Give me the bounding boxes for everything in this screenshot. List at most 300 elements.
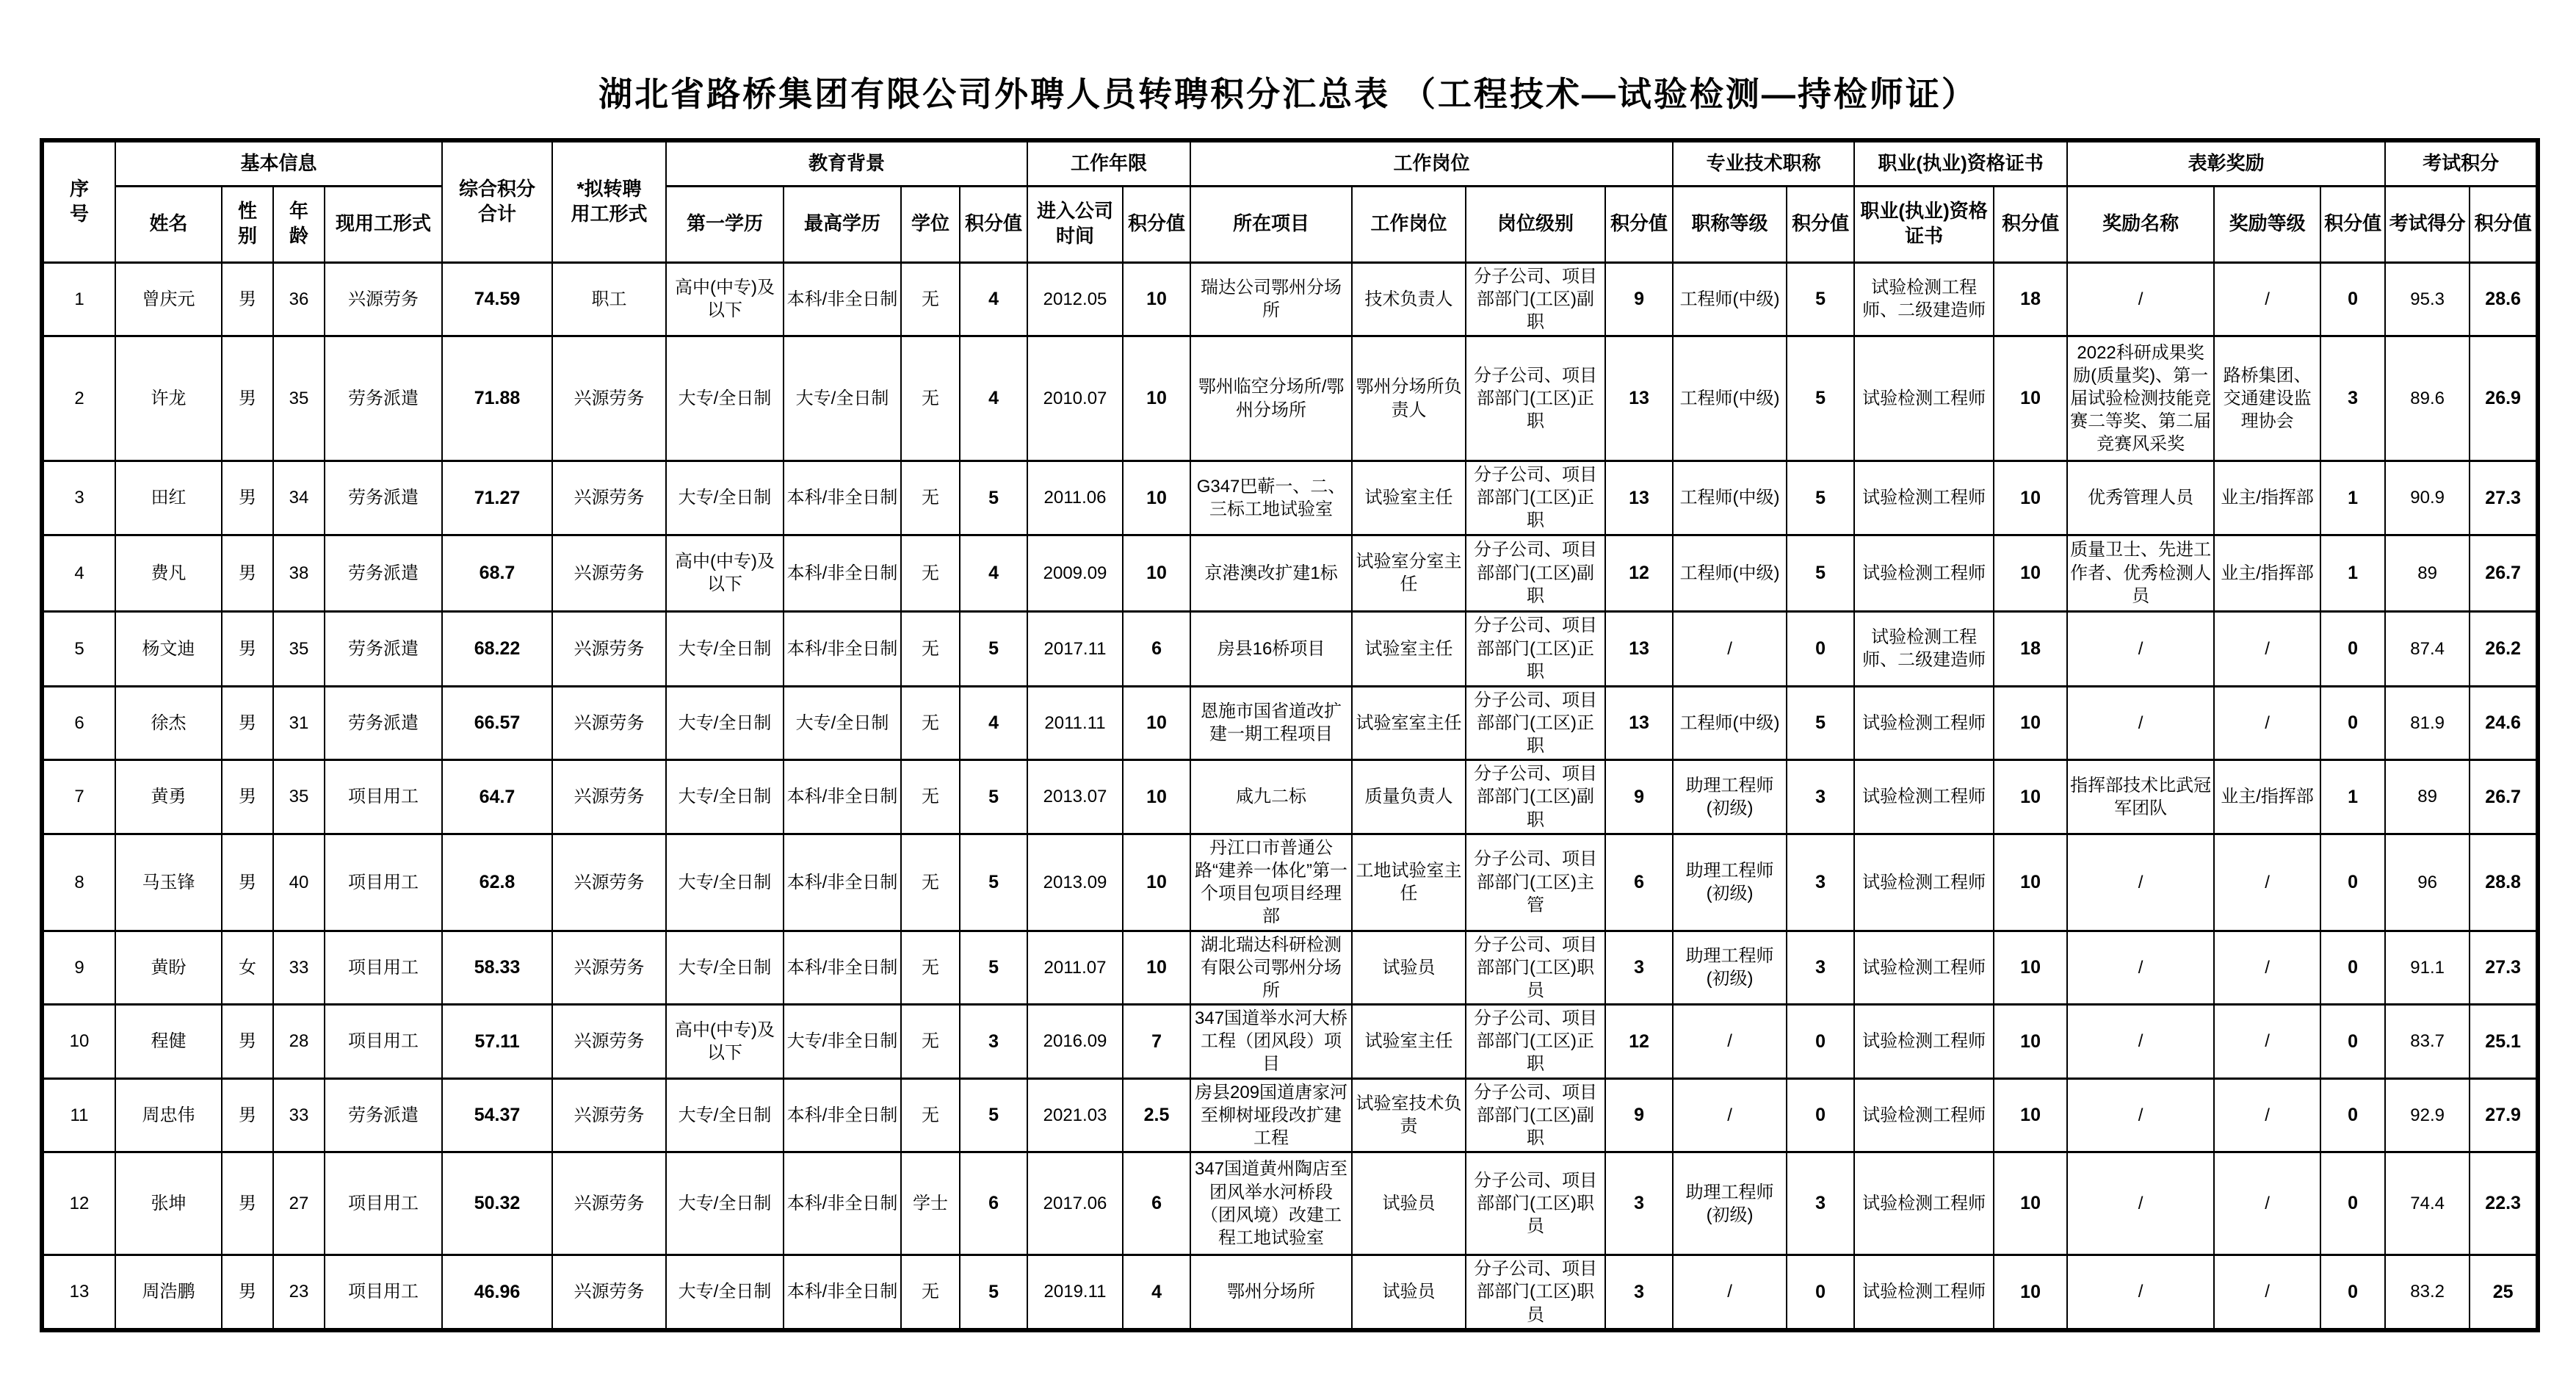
award-name-cell: / xyxy=(2067,611,2214,686)
gender-cell: 女 xyxy=(222,931,273,1005)
current-employment-cell: 项目用工 xyxy=(325,760,442,834)
gender-cell: 男 xyxy=(222,611,273,686)
award-name-cell: / xyxy=(2067,1005,2214,1079)
entry-date-cell: 2013.07 xyxy=(1027,760,1123,834)
award-score-cell: 1 xyxy=(2320,760,2385,834)
seq-cell: 10 xyxy=(42,1005,115,1079)
name-cell: 费凡 xyxy=(115,535,222,611)
title-level-cell: / xyxy=(1673,1255,1787,1330)
title-level-cell: 工程师(中级) xyxy=(1673,262,1787,336)
title-level-cell: 工程师(中级) xyxy=(1673,336,1787,461)
position-score-cell: 9 xyxy=(1605,1078,1673,1152)
highest-degree-cell: 本科/非全日制 xyxy=(784,535,901,611)
current-employment-cell: 劳务派遣 xyxy=(325,686,442,760)
current-employment-cell: 项目用工 xyxy=(325,931,442,1005)
highest-degree-cell: 本科/非全日制 xyxy=(784,611,901,686)
certificate-score-cell: 10 xyxy=(1994,1005,2067,1079)
highest-degree-cell: 本科/非全日制 xyxy=(784,1078,901,1152)
certificate-score-cell: 10 xyxy=(1994,1078,2067,1152)
degree-cell: 无 xyxy=(901,461,960,535)
first-degree-cell: 大专/全日制 xyxy=(666,461,784,535)
table-row xyxy=(42,834,2538,931)
header-education-score: 积分值 xyxy=(960,186,1027,262)
certificate-cell: 试验检测工程师 xyxy=(1854,760,1994,834)
position-level-cell: 分子公司、项目部部门(工区)副职 xyxy=(1466,535,1605,611)
degree-cell: 无 xyxy=(901,1078,960,1152)
award-name-cell: / xyxy=(2067,834,2214,931)
award-level-cell: / xyxy=(2214,1005,2320,1079)
table-header xyxy=(42,140,2538,262)
service-score-cell: 7 xyxy=(1123,1005,1190,1079)
current-employment-cell: 劳务派遣 xyxy=(325,611,442,686)
project-cell: 鄂州分场所 xyxy=(1190,1255,1352,1330)
award-name-cell: / xyxy=(2067,1152,2214,1255)
highest-degree-cell: 本科/非全日制 xyxy=(784,1152,901,1255)
score-summary-table xyxy=(40,138,2540,1332)
degree-cell: 无 xyxy=(901,1255,960,1330)
exam-points-cell: 27.9 xyxy=(2470,1078,2538,1152)
first-degree-cell: 高中(中专)及以下 xyxy=(666,1005,784,1079)
exam-points-cell: 22.3 xyxy=(2470,1152,2538,1255)
degree-cell: 无 xyxy=(901,1005,960,1079)
highest-degree-cell: 本科/非全日制 xyxy=(784,760,901,834)
age-cell: 33 xyxy=(273,931,325,1005)
project-cell: 湖北瑞达科研检测有限公司鄂州分场所 xyxy=(1190,931,1352,1005)
title-score-cell: 3 xyxy=(1787,1152,1854,1255)
age-cell: 28 xyxy=(273,1005,325,1079)
header-work-post: 工作岗位 xyxy=(1190,140,1673,186)
first-degree-cell: 高中(中专)及以下 xyxy=(666,262,784,336)
title-level-cell: 工程师(中级) xyxy=(1673,535,1787,611)
title-level-cell: 工程师(中级) xyxy=(1673,686,1787,760)
award-score-cell: 0 xyxy=(2320,1005,2385,1079)
title-score-cell: 0 xyxy=(1787,611,1854,686)
award-level-cell: 业主/指挥部 xyxy=(2214,461,2320,535)
total-score-cell: 58.33 xyxy=(442,931,552,1005)
exam-points-cell: 28.8 xyxy=(2470,834,2538,931)
exam-score-cell: 89 xyxy=(2385,760,2470,834)
seq-cell: 5 xyxy=(42,611,115,686)
project-cell: 瑞达公司鄂州分场所 xyxy=(1190,262,1352,336)
header-award-name: 奖励名称 xyxy=(2067,186,2214,262)
header-highest-degree: 最高学历 xyxy=(784,186,901,262)
degree-cell: 无 xyxy=(901,262,960,336)
entry-date-cell: 2017.06 xyxy=(1027,1152,1123,1255)
exam-score-cell: 74.4 xyxy=(2385,1152,2470,1255)
position-score-cell: 12 xyxy=(1605,1005,1673,1079)
name-cell: 张坤 xyxy=(115,1152,222,1255)
certificate-cell: 试验检测工程师、二级建造师 xyxy=(1854,262,1994,336)
age-cell: 38 xyxy=(273,535,325,611)
gender-cell: 男 xyxy=(222,1152,273,1255)
table-body xyxy=(42,262,2538,1330)
award-level-cell: / xyxy=(2214,931,2320,1005)
certificate-score-cell: 10 xyxy=(1994,834,2067,931)
first-degree-cell: 大专/全日制 xyxy=(666,1078,784,1152)
service-score-cell: 10 xyxy=(1123,262,1190,336)
header-work-years: 工作年限 xyxy=(1027,140,1190,186)
name-cell: 程健 xyxy=(115,1005,222,1079)
position-cell: 技术负责人 xyxy=(1352,262,1466,336)
exam-points-cell: 24.6 xyxy=(2470,686,2538,760)
gender-cell: 男 xyxy=(222,1005,273,1079)
certificate-score-cell: 10 xyxy=(1994,931,2067,1005)
award-name-cell: 指挥部技术比武冠军团队 xyxy=(2067,760,2214,834)
age-cell: 35 xyxy=(273,611,325,686)
current-employment-cell: 兴源劳务 xyxy=(325,262,442,336)
education-score-cell: 5 xyxy=(960,1078,1027,1152)
certificate-score-cell: 10 xyxy=(1994,1255,2067,1330)
gender-cell: 男 xyxy=(222,1255,273,1330)
table-row xyxy=(42,262,2538,336)
header-basic-info: 基本信息 xyxy=(115,140,442,186)
project-cell: 恩施市国省道改扩建一期工程项目 xyxy=(1190,686,1352,760)
proposed-employment-cell: 职工 xyxy=(552,262,666,336)
award-level-cell: / xyxy=(2214,262,2320,336)
seq-cell: 9 xyxy=(42,931,115,1005)
service-score-cell: 6 xyxy=(1123,1152,1190,1255)
position-cell: 试验室技术负责 xyxy=(1352,1078,1466,1152)
position-level-cell: 分子公司、项目部部门(工区)正职 xyxy=(1466,1005,1605,1079)
current-employment-cell: 项目用工 xyxy=(325,1152,442,1255)
exam-score-cell: 87.4 xyxy=(2385,611,2470,686)
header-proposed-employment-label: *拟转聘用工形式 xyxy=(571,177,648,225)
total-score-cell: 62.8 xyxy=(442,834,552,931)
title-score-cell: 5 xyxy=(1787,686,1854,760)
table-row xyxy=(42,760,2538,834)
exam-points-cell: 25.1 xyxy=(2470,1005,2538,1079)
gender-cell: 男 xyxy=(222,336,273,461)
header-project: 所在项目 xyxy=(1190,186,1352,262)
service-score-cell: 10 xyxy=(1123,686,1190,760)
award-score-cell: 0 xyxy=(2320,686,2385,760)
title-score-cell: 0 xyxy=(1787,1005,1854,1079)
position-score-cell: 13 xyxy=(1605,611,1673,686)
award-score-cell: 0 xyxy=(2320,1255,2385,1330)
proposed-employment-cell: 兴源劳务 xyxy=(552,1078,666,1152)
proposed-employment-cell: 兴源劳务 xyxy=(552,686,666,760)
position-score-cell: 3 xyxy=(1605,1255,1673,1330)
header-gender xyxy=(222,186,273,262)
proposed-employment-cell: 兴源劳务 xyxy=(552,760,666,834)
header-entry-date: 进入公司时间 xyxy=(1027,186,1123,262)
gender-cell: 男 xyxy=(222,760,273,834)
first-degree-cell: 大专/全日制 xyxy=(666,1152,784,1255)
award-name-cell: / xyxy=(2067,1255,2214,1330)
first-degree-cell: 大专/全日制 xyxy=(666,1255,784,1330)
header-exam-score: 考试得分 xyxy=(2385,186,2470,262)
degree-cell: 无 xyxy=(901,686,960,760)
header-seq-label: 序号 xyxy=(69,177,89,225)
award-name-cell: / xyxy=(2067,931,2214,1005)
exam-score-cell: 89 xyxy=(2385,535,2470,611)
position-level-cell: 分子公司、项目部部门(工区)职员 xyxy=(1466,931,1605,1005)
proposed-employment-cell: 兴源劳务 xyxy=(552,1255,666,1330)
degree-cell: 无 xyxy=(901,760,960,834)
title-level-cell: / xyxy=(1673,1078,1787,1152)
certificate-cell: 试验检测工程师 xyxy=(1854,931,1994,1005)
name-cell: 周忠伟 xyxy=(115,1078,222,1152)
degree-cell: 学士 xyxy=(901,1152,960,1255)
certificate-score-cell: 10 xyxy=(1994,760,2067,834)
header-group-row xyxy=(42,140,2538,186)
table-row xyxy=(42,461,2538,535)
certificate-score-cell: 10 xyxy=(1994,336,2067,461)
certificate-cell: 试验检测工程师 xyxy=(1854,461,1994,535)
position-cell: 工地试验室主任 xyxy=(1352,834,1466,931)
service-score-cell: 6 xyxy=(1123,611,1190,686)
certificate-score-cell: 10 xyxy=(1994,1152,2067,1255)
exam-score-cell: 90.9 xyxy=(2385,461,2470,535)
title-score-cell: 5 xyxy=(1787,461,1854,535)
total-score-cell: 74.59 xyxy=(442,262,552,336)
award-level-cell: 路桥集团、交通建设监理协会 xyxy=(2214,336,2320,461)
certificate-score-cell: 18 xyxy=(1994,262,2067,336)
award-score-cell: 0 xyxy=(2320,262,2385,336)
proposed-employment-cell: 兴源劳务 xyxy=(552,931,666,1005)
title-score-cell: 5 xyxy=(1787,336,1854,461)
education-score-cell: 5 xyxy=(960,461,1027,535)
current-employment-cell: 劳务派遣 xyxy=(325,1078,442,1152)
title-level-cell: / xyxy=(1673,611,1787,686)
table-row xyxy=(42,611,2538,686)
seq-cell: 7 xyxy=(42,760,115,834)
certificate-cell: 试验检测工程师 xyxy=(1854,1152,1994,1255)
name-cell: 周浩鹏 xyxy=(115,1255,222,1330)
award-name-cell: 2022科研成果奖励(质量奖)、第一届试验检测技能竞赛二等奖、第二届竞赛风采奖 xyxy=(2067,336,2214,461)
award-score-cell: 1 xyxy=(2320,461,2385,535)
exam-points-cell: 26.7 xyxy=(2470,760,2538,834)
award-level-cell: / xyxy=(2214,834,2320,931)
age-cell: 33 xyxy=(273,1078,325,1152)
seq-cell: 11 xyxy=(42,1078,115,1152)
current-employment-cell: 劳务派遣 xyxy=(325,336,442,461)
header-certificate-group: 职业(执业)资格证书 xyxy=(1854,140,2067,186)
position-cell: 试验员 xyxy=(1352,931,1466,1005)
header-title-level: 职称等级 xyxy=(1673,186,1787,262)
exam-score-cell: 96 xyxy=(2385,834,2470,931)
position-level-cell: 分子公司、项目部部门(工区)正职 xyxy=(1466,461,1605,535)
proposed-employment-cell: 兴源劳务 xyxy=(552,461,666,535)
education-score-cell: 5 xyxy=(960,931,1027,1005)
exam-points-cell: 26.7 xyxy=(2470,535,2538,611)
title-score-cell: 5 xyxy=(1787,262,1854,336)
title-level-cell: 工程师(中级) xyxy=(1673,461,1787,535)
project-cell: 347国道举水河大桥工程（团风段）项目 xyxy=(1190,1005,1352,1079)
position-score-cell: 9 xyxy=(1605,262,1673,336)
certificate-cell: 试验检测工程师 xyxy=(1854,535,1994,611)
award-level-cell: 业主/指挥部 xyxy=(2214,760,2320,834)
title-level-cell: 助理工程师(初级) xyxy=(1673,1152,1787,1255)
header-award-score: 积分值 xyxy=(2320,186,2385,262)
position-cell: 试验室主任 xyxy=(1352,1005,1466,1079)
award-level-cell: 业主/指挥部 xyxy=(2214,535,2320,611)
age-cell: 27 xyxy=(273,1152,325,1255)
header-position-score: 积分值 xyxy=(1605,186,1673,262)
service-score-cell: 10 xyxy=(1123,834,1190,931)
current-employment-cell: 项目用工 xyxy=(325,834,442,931)
title-level-cell: 助理工程师(初级) xyxy=(1673,760,1787,834)
table-row xyxy=(42,1152,2538,1255)
title-score-cell: 3 xyxy=(1787,931,1854,1005)
gender-cell: 男 xyxy=(222,686,273,760)
header-position-level: 岗位级别 xyxy=(1466,186,1605,262)
entry-date-cell: 2011.07 xyxy=(1027,931,1123,1005)
header-age xyxy=(273,186,325,262)
table-row xyxy=(42,931,2538,1005)
name-cell: 黄勇 xyxy=(115,760,222,834)
education-score-cell: 4 xyxy=(960,336,1027,461)
header-certificate-score: 积分值 xyxy=(1994,186,2067,262)
header-degree: 学位 xyxy=(901,186,960,262)
degree-cell: 无 xyxy=(901,834,960,931)
seq-cell: 4 xyxy=(42,535,115,611)
header-seq xyxy=(42,140,115,262)
current-employment-cell: 项目用工 xyxy=(325,1005,442,1079)
current-employment-cell: 项目用工 xyxy=(325,1255,442,1330)
certificate-score-cell: 10 xyxy=(1994,535,2067,611)
table-row xyxy=(42,1078,2538,1152)
education-score-cell: 4 xyxy=(960,686,1027,760)
current-employment-cell: 劳务派遣 xyxy=(325,535,442,611)
first-degree-cell: 大专/全日制 xyxy=(666,931,784,1005)
position-score-cell: 12 xyxy=(1605,535,1673,611)
header-age-label: 年龄 xyxy=(289,200,308,247)
highest-degree-cell: 大专/全日制 xyxy=(784,336,901,461)
position-score-cell: 9 xyxy=(1605,760,1673,834)
exam-points-cell: 26.2 xyxy=(2470,611,2538,686)
position-score-cell: 3 xyxy=(1605,931,1673,1005)
highest-degree-cell: 大专/全日制 xyxy=(784,686,901,760)
entry-date-cell: 2019.11 xyxy=(1027,1255,1123,1330)
first-degree-cell: 大专/全日制 xyxy=(666,686,784,760)
certificate-score-cell: 18 xyxy=(1994,611,2067,686)
award-name-cell: / xyxy=(2067,1078,2214,1152)
degree-cell: 无 xyxy=(901,931,960,1005)
position-cell: 鄂州分场所负责人 xyxy=(1352,336,1466,461)
header-proposed-employment xyxy=(552,140,666,262)
exam-score-cell: 95.3 xyxy=(2385,262,2470,336)
first-degree-cell: 大专/全日制 xyxy=(666,611,784,686)
seq-cell: 13 xyxy=(42,1255,115,1330)
entry-date-cell: 2011.11 xyxy=(1027,686,1123,760)
header-title-score: 积分值 xyxy=(1787,186,1854,262)
service-score-cell: 2.5 xyxy=(1123,1078,1190,1152)
certificate-cell: 试验检测工程师 xyxy=(1854,1078,1994,1152)
title-score-cell: 0 xyxy=(1787,1078,1854,1152)
gender-cell: 男 xyxy=(222,1078,273,1152)
certificate-cell: 试验检测工程师、二级建造师 xyxy=(1854,611,1994,686)
award-level-cell: / xyxy=(2214,1152,2320,1255)
seq-cell: 1 xyxy=(42,262,115,336)
total-score-cell: 46.96 xyxy=(442,1255,552,1330)
header-exam: 考试积分 xyxy=(2385,140,2538,186)
proposed-employment-cell: 兴源劳务 xyxy=(552,611,666,686)
header-gender-label: 性别 xyxy=(237,200,257,247)
highest-degree-cell: 本科/非全日制 xyxy=(784,834,901,931)
project-cell: 鄂州临空分场所/鄂州分场所 xyxy=(1190,336,1352,461)
service-score-cell: 10 xyxy=(1123,931,1190,1005)
award-name-cell: / xyxy=(2067,262,2214,336)
service-score-cell: 10 xyxy=(1123,336,1190,461)
degree-cell: 无 xyxy=(901,535,960,611)
position-cell: 试验室主任 xyxy=(1352,461,1466,535)
page-title: 湖北省路桥集团有限公司外聘人员转聘积分汇总表 （工程技术—试验检测—持检师证） xyxy=(598,75,1978,113)
exam-points-cell: 25 xyxy=(2470,1255,2538,1330)
project-cell: 房县16桥项目 xyxy=(1190,611,1352,686)
first-degree-cell: 大专/全日制 xyxy=(666,834,784,931)
exam-points-cell: 27.3 xyxy=(2470,931,2538,1005)
exam-points-cell: 27.3 xyxy=(2470,461,2538,535)
exam-score-cell: 83.2 xyxy=(2385,1255,2470,1330)
entry-date-cell: 2009.09 xyxy=(1027,535,1123,611)
degree-cell: 无 xyxy=(901,336,960,461)
highest-degree-cell: 大专/非全日制 xyxy=(784,1005,901,1079)
name-cell: 曾庆元 xyxy=(115,262,222,336)
name-cell: 马玉锋 xyxy=(115,834,222,931)
exam-score-cell: 81.9 xyxy=(2385,686,2470,760)
first-degree-cell: 高中(中专)及以下 xyxy=(666,535,784,611)
exam-points-cell: 28.6 xyxy=(2470,262,2538,336)
proposed-employment-cell: 兴源劳务 xyxy=(552,535,666,611)
title-level-cell: / xyxy=(1673,1005,1787,1079)
age-cell: 34 xyxy=(273,461,325,535)
position-cell: 试验室主任 xyxy=(1352,611,1466,686)
position-level-cell: 分子公司、项目部部门(工区)正职 xyxy=(1466,611,1605,686)
certificate-cell: 试验检测工程师 xyxy=(1854,336,1994,461)
highest-degree-cell: 本科/非全日制 xyxy=(784,461,901,535)
entry-date-cell: 2016.09 xyxy=(1027,1005,1123,1079)
seq-cell: 6 xyxy=(42,686,115,760)
current-employment-cell: 劳务派遣 xyxy=(325,461,442,535)
title-score-cell: 0 xyxy=(1787,1255,1854,1330)
gender-cell: 男 xyxy=(222,834,273,931)
total-score-cell: 68.22 xyxy=(442,611,552,686)
header-education: 教育背景 xyxy=(666,140,1027,186)
title-score-cell: 5 xyxy=(1787,535,1854,611)
position-score-cell: 13 xyxy=(1605,461,1673,535)
education-score-cell: 4 xyxy=(960,535,1027,611)
seq-cell: 12 xyxy=(42,1152,115,1255)
header-certificate: 职业(执业)资格证书 xyxy=(1854,186,1994,262)
education-score-cell: 5 xyxy=(960,834,1027,931)
gender-cell: 男 xyxy=(222,461,273,535)
award-level-cell: / xyxy=(2214,1078,2320,1152)
position-score-cell: 3 xyxy=(1605,1152,1673,1255)
education-score-cell: 5 xyxy=(960,760,1027,834)
title-level-cell: 助理工程师(初级) xyxy=(1673,834,1787,931)
certificate-cell: 试验检测工程师 xyxy=(1854,1255,1994,1330)
age-cell: 35 xyxy=(273,760,325,834)
certificate-score-cell: 10 xyxy=(1994,686,2067,760)
exam-score-cell: 91.1 xyxy=(2385,931,2470,1005)
exam-score-cell: 92.9 xyxy=(2385,1078,2470,1152)
total-score-cell: 68.7 xyxy=(442,535,552,611)
education-score-cell: 6 xyxy=(960,1152,1027,1255)
name-cell: 杨文迪 xyxy=(115,611,222,686)
position-score-cell: 13 xyxy=(1605,336,1673,461)
header-exam-points: 积分值 xyxy=(2470,186,2538,262)
total-score-cell: 50.32 xyxy=(442,1152,552,1255)
award-score-cell: 3 xyxy=(2320,336,2385,461)
first-degree-cell: 大专/全日制 xyxy=(666,336,784,461)
header-award-level: 奖励等级 xyxy=(2214,186,2320,262)
table-row xyxy=(42,336,2538,461)
seq-cell: 2 xyxy=(42,336,115,461)
position-score-cell: 13 xyxy=(1605,686,1673,760)
total-score-cell: 64.7 xyxy=(442,760,552,834)
proposed-employment-cell: 兴源劳务 xyxy=(552,1005,666,1079)
